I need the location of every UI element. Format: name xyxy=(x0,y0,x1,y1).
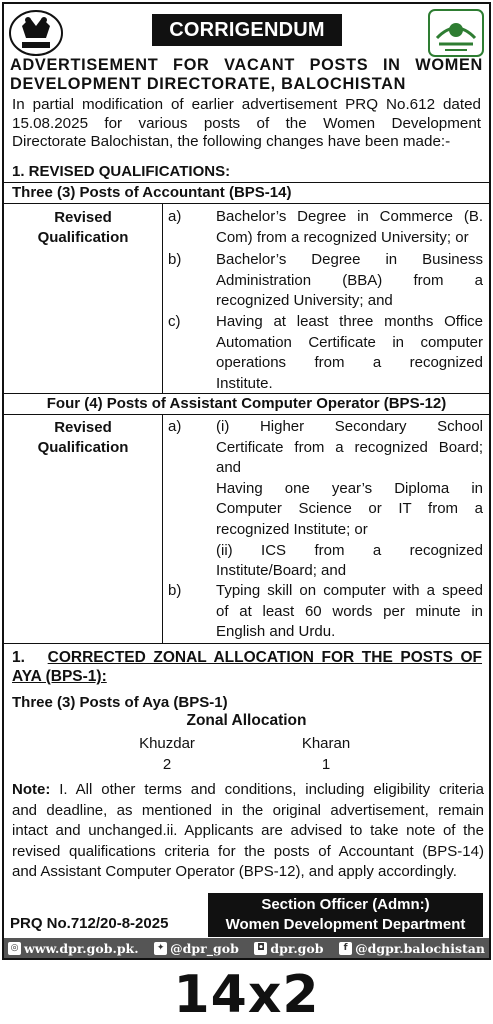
table-divider xyxy=(4,203,489,204)
zonal-allocation-heading: 1. CORRECTED ZONAL ALLOCATION FOR THE POSTS OF AYA (BPS-1): xyxy=(12,649,483,685)
accountant-post-title: Three (3) Posts of Accountant (BPS-14) xyxy=(12,184,292,201)
operator-post-title: Four (4) Posts of Assistant Computer Operator (BPS-12) xyxy=(46,395,447,412)
page-title: CORRIGENDUM xyxy=(152,14,342,46)
aya-post-title: Three (3) Posts of Aya (BPS-1) xyxy=(12,694,228,711)
issuing-officer: Section Officer (Admn:) Women Development Department xyxy=(208,893,483,937)
facebook-handle[interactable]: @dgpr.balochistan xyxy=(355,940,485,956)
intro-line: Directorate Balochistan, the following changes have been made:- xyxy=(12,133,451,150)
intro-paragraph xyxy=(12,96,481,152)
ad-heading xyxy=(10,56,483,94)
contact-footer xyxy=(4,938,489,958)
zone-count: 1 xyxy=(321,756,331,773)
intro-line: In partial modification of earlier advertisement PRQ No.612 dated xyxy=(12,96,481,113)
prq-number: PRQ No.712/20-8-2025 xyxy=(10,915,169,932)
zonal-allocation-label: Zonal Allocation xyxy=(186,712,307,729)
table-divider xyxy=(4,414,489,415)
heading-line: DEVELOPMENT DIRECTORATE, BALOCHISTAN xyxy=(10,75,407,93)
revised-qualification-label: Revised Qualification xyxy=(37,209,129,246)
table-column-divider xyxy=(162,203,163,393)
zone-name: Khuzdar xyxy=(139,735,195,752)
facebook-icon: f xyxy=(339,942,352,955)
table-divider xyxy=(4,182,489,183)
qualification-item: a) (i) Higher Secondary School Certificate from a recognized Board; and Having one year’s Diploma in Computer Science or IT from a recognized Institute; or (ii) ICS from a recognized Institute/Board; and xyxy=(168,418,483,580)
table-column-divider xyxy=(162,414,163,643)
intro-line: 15.08.2025 for various posts of the Women Development xyxy=(12,114,481,132)
note-paragraph: Note: I. All other terms and conditions, including eligibility criteria and deadline, as mentioned in the original advertisement, remain intact and unchanged.ii. Applicants are advised to take note of the revised qualifications criteria for the posts of Accountant (BPS-14) and Assistant Computer Operator (BPS-12), and apply accordingly. xyxy=(12,781,484,881)
govt-seal-icon xyxy=(8,8,64,58)
zone-name: Kharan xyxy=(301,735,351,752)
dept-emblem-icon xyxy=(427,8,485,58)
heading-line: ADVERTISEMENT FOR VACANT POSTS IN WOMEN xyxy=(10,56,483,74)
ad-size-label: 14x2 xyxy=(173,965,320,1024)
twitter-handle[interactable]: @dpr_gob xyxy=(170,940,239,956)
instagram-handle[interactable]: dpr.gob xyxy=(270,940,324,956)
website-link[interactable]: www.dpr.gob.pk. xyxy=(24,940,139,956)
instagram-icon: ◘ xyxy=(254,942,267,955)
table-divider xyxy=(4,643,489,644)
qualification-item: b) Bachelor’s Degree in Business Administration (BBA) from a recognized University; and xyxy=(168,251,483,310)
revised-qualification-label: Revised Qualification xyxy=(37,419,129,456)
globe-icon: ◎ xyxy=(8,942,21,955)
qualification-item: b) Typing skill on computer with a speed of at least 60 words per minute in English and Urdu. xyxy=(168,582,483,641)
twitter-icon: ✦ xyxy=(154,942,167,955)
section-title: 1. REVISED QUALIFICATIONS: xyxy=(12,163,231,180)
qualification-item: a) Bachelor’s Degree in Commerce (B. Com) from a recognized University; or xyxy=(168,208,483,246)
zone-count: 2 xyxy=(162,756,172,773)
qualification-item: c) Having at least three months Office Automation Certificate in computer operations from a recognized Institute. xyxy=(168,313,483,392)
